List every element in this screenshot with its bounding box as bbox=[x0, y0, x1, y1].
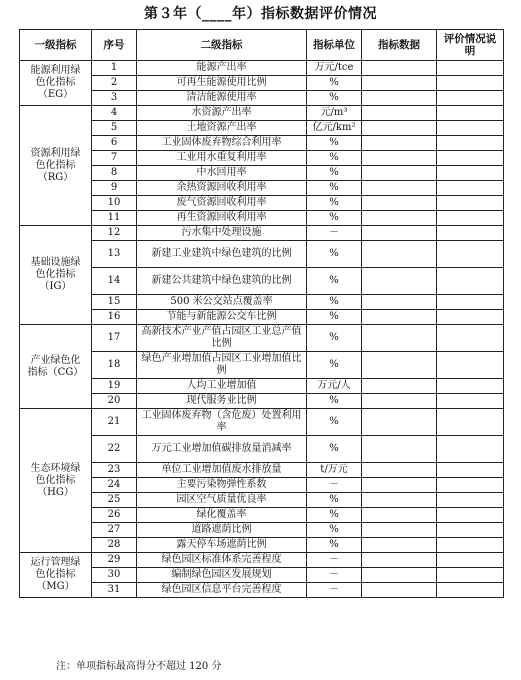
indicator-data-cell bbox=[362, 196, 437, 211]
indicator-data-cell bbox=[362, 379, 437, 394]
indicator-unit: － bbox=[307, 478, 362, 493]
indicator-table bbox=[19, 29, 504, 598]
indicator-data-cell bbox=[362, 166, 437, 181]
evaluation-cell bbox=[437, 106, 504, 121]
indicator-data-cell bbox=[362, 310, 437, 325]
row-number: 28 bbox=[92, 538, 137, 553]
indicator-data-cell bbox=[362, 523, 437, 538]
row-number: 30 bbox=[92, 568, 137, 583]
indicator-unit: % bbox=[307, 241, 362, 268]
group-label: 资源利用绿色化指标（RG） bbox=[20, 106, 92, 226]
evaluation-cell bbox=[437, 538, 504, 553]
table-row bbox=[20, 136, 504, 151]
indicator-unit: % bbox=[307, 76, 362, 91]
table-header-row bbox=[20, 30, 504, 61]
indicator-data-cell bbox=[362, 538, 437, 553]
indicator-data-cell bbox=[362, 508, 437, 523]
group-label: 基础设施绿色化指标（IG） bbox=[20, 226, 92, 325]
evaluation-cell bbox=[437, 310, 504, 325]
row-number: 25 bbox=[92, 493, 137, 508]
group-label: 生态环境绿色化指标（HG） bbox=[20, 409, 92, 553]
indicator-unit: % bbox=[307, 508, 362, 523]
evaluation-cell bbox=[437, 151, 504, 166]
evaluation-cell bbox=[437, 226, 504, 241]
row-number: 3 bbox=[92, 91, 137, 106]
row-number: 10 bbox=[92, 196, 137, 211]
indicator-name: 污水集中处理设施 bbox=[137, 226, 307, 241]
table-row bbox=[20, 226, 504, 241]
indicator-unit: － bbox=[307, 583, 362, 598]
row-number: 2 bbox=[92, 76, 137, 91]
evaluation-cell bbox=[437, 583, 504, 598]
evaluation-cell bbox=[437, 295, 504, 310]
indicator-name: 余热资源回收利用率 bbox=[137, 181, 307, 196]
indicator-name: 新建工业建筑中绿色建筑的比例 bbox=[137, 241, 307, 268]
indicator-name: 绿色产业增加值占园区工业增加值比例 bbox=[137, 352, 307, 379]
table-row bbox=[20, 295, 504, 310]
table-row bbox=[20, 568, 504, 583]
table-row bbox=[20, 583, 504, 598]
row-number: 12 bbox=[92, 226, 137, 241]
table-row bbox=[20, 211, 504, 226]
indicator-data-cell bbox=[362, 409, 437, 436]
indicator-data-cell bbox=[362, 463, 437, 478]
indicator-name: 高新技术产业产值占园区工业总产值比例 bbox=[137, 325, 307, 352]
evaluation-cell bbox=[437, 61, 504, 76]
indicator-name: 废气资源回收利用率 bbox=[137, 196, 307, 211]
table-row bbox=[20, 523, 504, 538]
table-row bbox=[20, 478, 504, 493]
row-number: 18 bbox=[92, 352, 137, 379]
indicator-data-cell bbox=[362, 295, 437, 310]
indicator-name: 绿化覆盖率 bbox=[137, 508, 307, 523]
indicator-data-cell bbox=[362, 121, 437, 136]
indicator-name: 工业固体废弃物综合利用率 bbox=[137, 136, 307, 151]
evaluation-cell bbox=[437, 463, 504, 478]
indicator-data-cell bbox=[362, 352, 437, 379]
indicator-unit: % bbox=[307, 310, 362, 325]
table-row bbox=[20, 121, 504, 136]
evaluation-cell bbox=[437, 523, 504, 538]
evaluation-cell bbox=[437, 121, 504, 136]
row-number: 4 bbox=[92, 106, 137, 121]
indicator-unit: － bbox=[307, 568, 362, 583]
evaluation-cell bbox=[437, 268, 504, 295]
table-row bbox=[20, 538, 504, 553]
header-level1: 一级指标 bbox=[20, 30, 92, 61]
evaluation-cell bbox=[437, 325, 504, 352]
row-number: 17 bbox=[92, 325, 137, 352]
indicator-name: 园区空气质量优良率 bbox=[137, 493, 307, 508]
row-number: 6 bbox=[92, 136, 137, 151]
indicator-data-cell bbox=[362, 76, 437, 91]
indicator-unit: % bbox=[307, 394, 362, 409]
indicator-data-cell bbox=[362, 61, 437, 76]
evaluation-cell bbox=[437, 76, 504, 91]
indicator-unit: % bbox=[307, 523, 362, 538]
indicator-unit: 万元/人 bbox=[307, 379, 362, 394]
table-row bbox=[20, 61, 504, 76]
table-row bbox=[20, 409, 504, 436]
indicator-unit: % bbox=[307, 91, 362, 106]
indicator-data-cell bbox=[362, 478, 437, 493]
table-row bbox=[20, 91, 504, 106]
indicator-unit: % bbox=[307, 181, 362, 196]
indicator-data-cell bbox=[362, 268, 437, 295]
row-number: 5 bbox=[92, 121, 137, 136]
footnote: 注：单项指标最高得分不超过 120 分 bbox=[56, 661, 222, 672]
indicator-unit: 元/m³ bbox=[307, 106, 362, 121]
evaluation-cell bbox=[437, 409, 504, 436]
indicator-name: 可再生能源使用比例 bbox=[137, 76, 307, 91]
indicator-data-cell bbox=[362, 181, 437, 196]
table-body bbox=[20, 61, 504, 598]
evaluation-cell bbox=[437, 478, 504, 493]
row-number: 7 bbox=[92, 151, 137, 166]
indicator-name: 道路遮荫比例 bbox=[137, 523, 307, 538]
indicator-unit: % bbox=[307, 493, 362, 508]
evaluation-cell bbox=[437, 394, 504, 409]
row-number: 27 bbox=[92, 523, 137, 538]
row-number: 29 bbox=[92, 553, 137, 568]
indicator-data-cell bbox=[362, 583, 437, 598]
evaluation-cell bbox=[437, 181, 504, 196]
indicator-unit: % bbox=[307, 268, 362, 295]
indicator-name: 土地资源产出率 bbox=[137, 121, 307, 136]
indicator-name: 节能与新能源公交车比例 bbox=[137, 310, 307, 325]
indicator-name: 露天停车场遮荫比例 bbox=[137, 538, 307, 553]
row-number: 19 bbox=[92, 379, 137, 394]
header-no: 序号 bbox=[92, 30, 137, 61]
indicator-name: 能源产出率 bbox=[137, 61, 307, 76]
evaluation-cell bbox=[437, 508, 504, 523]
indicator-unit: － bbox=[307, 553, 362, 568]
row-number: 23 bbox=[92, 463, 137, 478]
indicator-name: 再生资源回收利用率 bbox=[137, 211, 307, 226]
table-row bbox=[20, 268, 504, 295]
indicator-data-cell bbox=[362, 151, 437, 166]
indicator-name: 主要污染物弹性系数 bbox=[137, 478, 307, 493]
table-row bbox=[20, 394, 504, 409]
group-label: 产业绿色化指标（CG） bbox=[20, 325, 92, 409]
indicator-name: 中水回用率 bbox=[137, 166, 307, 181]
indicator-unit: % bbox=[307, 151, 362, 166]
indicator-unit: % bbox=[307, 538, 362, 553]
indicator-unit: % bbox=[307, 409, 362, 436]
indicator-name: 万元工业增加值碳排放量消减率 bbox=[137, 436, 307, 463]
indicator-name: 工业用水重复利用率 bbox=[137, 151, 307, 166]
row-number: 14 bbox=[92, 268, 137, 295]
evaluation-cell bbox=[437, 91, 504, 106]
indicator-unit: % bbox=[307, 436, 362, 463]
indicator-data-cell bbox=[362, 226, 437, 241]
indicator-unit: － bbox=[307, 226, 362, 241]
indicator-unit: 亿元/km² bbox=[307, 121, 362, 136]
indicator-name: 单位工业增加值废水排放量 bbox=[137, 463, 307, 478]
table-row bbox=[20, 196, 504, 211]
table-row bbox=[20, 76, 504, 91]
indicator-name: 绿色园区信息平台完善程度 bbox=[137, 583, 307, 598]
indicator-name: 新建公共建筑中绿色建筑的比例 bbox=[137, 268, 307, 295]
indicator-name: 绿色园区标准体系完善程度 bbox=[137, 553, 307, 568]
indicator-unit: % bbox=[307, 166, 362, 181]
row-number: 11 bbox=[92, 211, 137, 226]
table-row bbox=[20, 241, 504, 268]
indicator-unit: % bbox=[307, 295, 362, 310]
indicator-name: 编制绿色园区发展规划 bbox=[137, 568, 307, 583]
indicator-unit: % bbox=[307, 211, 362, 226]
evaluation-cell bbox=[437, 568, 504, 583]
row-number: 24 bbox=[92, 478, 137, 493]
indicator-data-cell bbox=[362, 553, 437, 568]
evaluation-cell bbox=[437, 553, 504, 568]
table-row bbox=[20, 151, 504, 166]
indicator-data-cell bbox=[362, 136, 437, 151]
evaluation-cell bbox=[437, 136, 504, 151]
indicator-data-cell bbox=[362, 568, 437, 583]
table-row bbox=[20, 106, 504, 121]
indicator-data-cell bbox=[362, 211, 437, 226]
table-row bbox=[20, 166, 504, 181]
table-row bbox=[20, 325, 504, 352]
table-row bbox=[20, 508, 504, 523]
indicator-name: 人均工业增加值 bbox=[137, 379, 307, 394]
row-number: 20 bbox=[92, 394, 137, 409]
indicator-name: 水资源产出率 bbox=[137, 106, 307, 121]
evaluation-cell bbox=[437, 166, 504, 181]
evaluation-cell bbox=[437, 196, 504, 211]
row-number: 9 bbox=[92, 181, 137, 196]
row-number: 16 bbox=[92, 310, 137, 325]
row-number: 31 bbox=[92, 583, 137, 598]
indicator-name: 现代服务业比例 bbox=[137, 394, 307, 409]
indicator-name: 清洁能源使用率 bbox=[137, 91, 307, 106]
header-evaluation: 评价情况说明 bbox=[437, 30, 504, 61]
indicator-name: 500 米公交站点覆盖率 bbox=[137, 295, 307, 310]
indicator-unit: % bbox=[307, 352, 362, 379]
row-number: 1 bbox=[92, 61, 137, 76]
indicator-data-cell bbox=[362, 241, 437, 268]
row-number: 26 bbox=[92, 508, 137, 523]
indicator-data-cell bbox=[362, 436, 437, 463]
table-row bbox=[20, 463, 504, 478]
indicator-unit: % bbox=[307, 325, 362, 352]
evaluation-cell bbox=[437, 352, 504, 379]
indicator-data-cell bbox=[362, 106, 437, 121]
evaluation-cell bbox=[437, 436, 504, 463]
row-number: 8 bbox=[92, 166, 137, 181]
group-label: 运行管理绿色化指标（MG） bbox=[20, 553, 92, 598]
row-number: 15 bbox=[92, 295, 137, 310]
table-row bbox=[20, 436, 504, 463]
table-row bbox=[20, 352, 504, 379]
row-number: 21 bbox=[92, 409, 137, 436]
indicator-unit: % bbox=[307, 196, 362, 211]
indicator-unit: 万元/tce bbox=[307, 61, 362, 76]
header-level2: 二级指标 bbox=[137, 30, 307, 61]
header-unit: 指标单位 bbox=[307, 30, 362, 61]
evaluation-cell bbox=[437, 379, 504, 394]
indicator-data-cell bbox=[362, 394, 437, 409]
evaluation-cell bbox=[437, 211, 504, 226]
row-number: 22 bbox=[92, 436, 137, 463]
indicator-unit: % bbox=[307, 136, 362, 151]
indicator-name: 工业固体废弃物（含危废）处置利用率 bbox=[137, 409, 307, 436]
header-data: 指标数据 bbox=[362, 30, 437, 61]
evaluation-cell bbox=[437, 241, 504, 268]
indicator-data-cell bbox=[362, 325, 437, 352]
indicator-unit: t/万元 bbox=[307, 463, 362, 478]
indicator-data-cell bbox=[362, 91, 437, 106]
group-label: 能源利用绿色化指标（EG） bbox=[20, 61, 92, 106]
row-number: 13 bbox=[92, 241, 137, 268]
table-row bbox=[20, 493, 504, 508]
evaluation-cell bbox=[437, 493, 504, 508]
page-title: 第３年（____年）指标数据评价情况 bbox=[144, 6, 377, 22]
table-row bbox=[20, 181, 504, 196]
table-row bbox=[20, 310, 504, 325]
table-row bbox=[20, 553, 504, 568]
table-row bbox=[20, 379, 504, 394]
indicator-data-cell bbox=[362, 493, 437, 508]
